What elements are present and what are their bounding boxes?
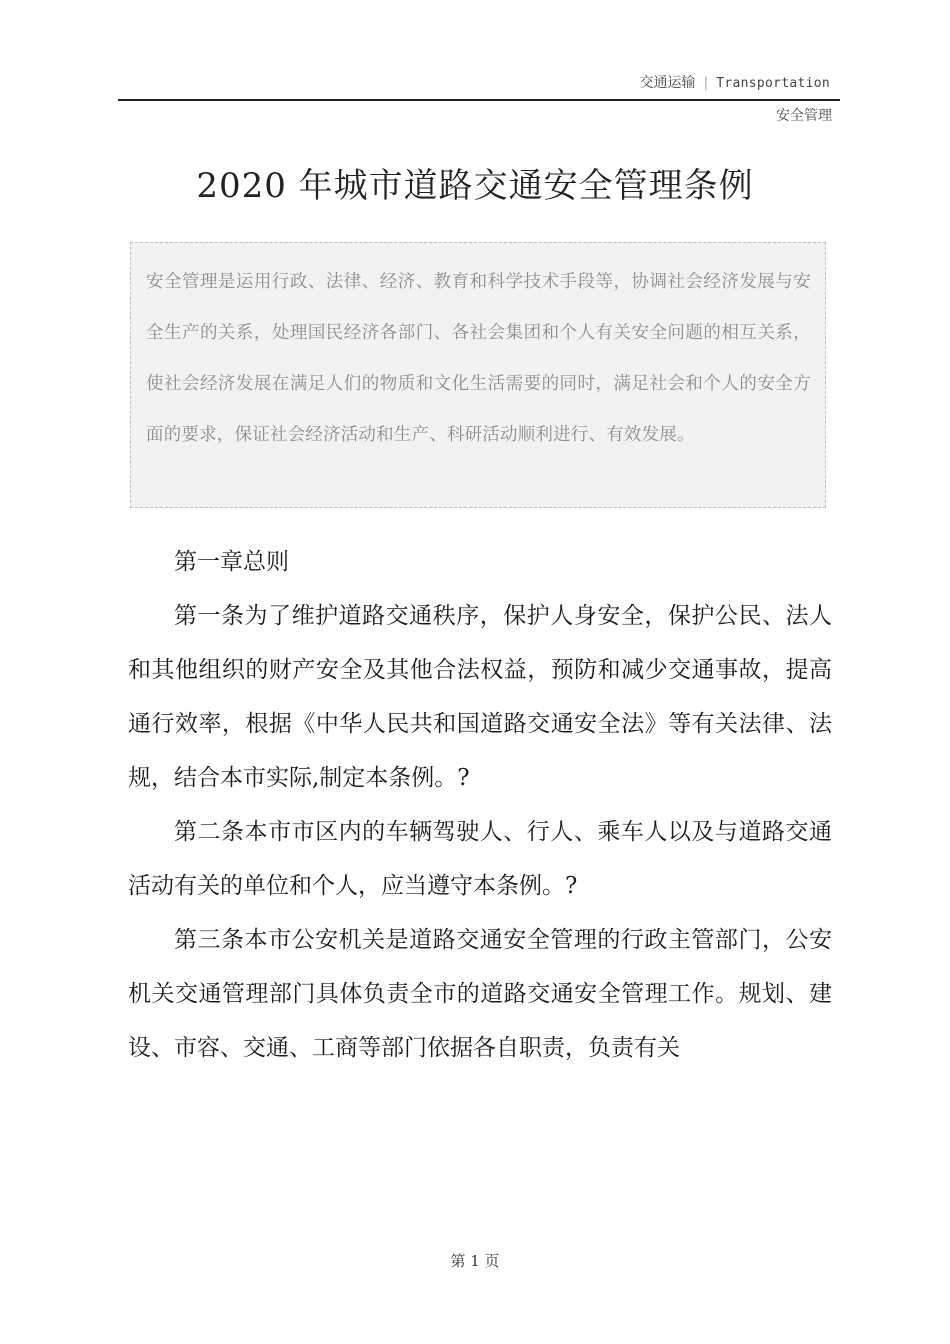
- page-number: 第 1 页: [450, 1252, 500, 1270]
- header-category-cn: 交通运输: [639, 75, 696, 91]
- document-title: 2020 年城市道路交通安全管理条例: [196, 166, 754, 206]
- article-paragraph: 第二条本市市区内的车辆驾驶人、行人、乘车人以及与道路交通活动有关的单位和个人，应当遵守本条例。?: [128, 819, 832, 899]
- header-category-en: Transportation: [716, 76, 830, 91]
- document-body: [128, 535, 832, 1075]
- header-rule: [118, 99, 840, 101]
- header-category: [640, 72, 831, 92]
- article-paragraph: 第三条本市公安机关是道路交通安全管理的行政主管部门，公安机关交通管理部门具体负责全市的道路交通安全管理工作。规划、建设、市容、交通、工商等部门依据各自职责，负责有关: [128, 927, 832, 1061]
- header-separator: |: [703, 75, 709, 91]
- page-header: [118, 70, 830, 100]
- header-subcategory: 安全管理: [776, 108, 832, 124]
- article-paragraph: 第一条为了维护道路交通秩序，保护人身安全，保护公民、法人和其他组织的财产安全及其他合法权益，预防和减少交通事故，提高通行效率，根据《中华人民共和国道路交通安全法》等有关法律、法规，结合本市实际,制定本条例。?: [128, 603, 832, 791]
- summary-text: 安全管理是运用行政、法律、经济、教育和科学技术手段等，协调社会经济发展与安全生产的关系，处理国民经济各部门、各社会集团和个人有关安全问题的相互关系，使社会经济发展在满足人们的物质和文化生活需要的同时，满足社会和个人的安全方面的要求，保证社会经济活动和生产、科研活动顺利进行、有效发展。: [146, 272, 811, 445]
- chapter-heading: 第一章总则: [174, 549, 289, 575]
- summary-box: [130, 242, 826, 508]
